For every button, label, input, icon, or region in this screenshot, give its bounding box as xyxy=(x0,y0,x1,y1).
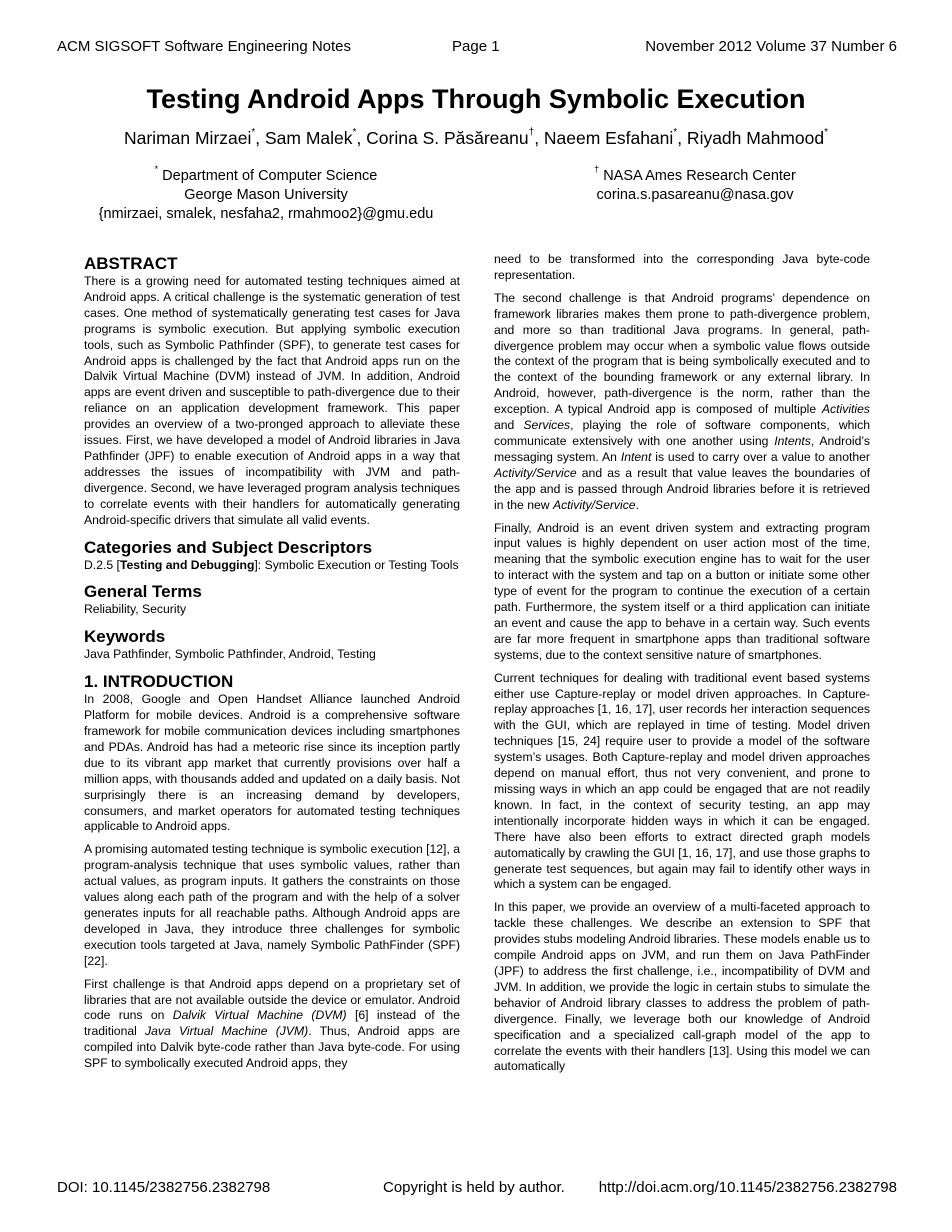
body-paragraph: In this paper, we provide an overview of a multi-faceted approach to tackle these challenges. We describe an extension to SPF that provides stubs modeling Android libraries. These models enable us to compile Android apps on JVM, and run them on Java PathFinder (JPF) to address the first challenge, i.e., incompatibility of DVM and JVM. In addition, we provide the logic in certain stubs to simulate the behavior of Android library classes to address the problem of path-divergence. Finally, we leverage both our knowledge of Android specification and a specialized call-graph model of the app to correlate the events with their handlers [13]. Using this model we can automatically xyxy=(494,900,870,1074)
body-paragraph: need to be transformed into the corresponding Java byte-code representation. xyxy=(494,252,870,282)
author-mark: * xyxy=(251,127,256,138)
abstract-heading: ABSTRACT xyxy=(84,254,178,273)
affiliation-gmu xyxy=(80,160,452,224)
introduction-heading: 1. INTRODUCTION xyxy=(84,672,234,692)
affiliation-mark: * xyxy=(154,164,159,174)
keywords-heading: Keywords xyxy=(84,627,166,647)
author-list xyxy=(0,127,952,149)
author-name: , Corina S. Păsăreanu xyxy=(356,128,529,148)
body-paragraph: The second challenge is that Android programs’ dependence on framework libraries makes them prone to path-divergence problem, and more so than traditional Java programs. In general, path-divergence problem may occur when a symbolic value flows outside the context of the program that is being symbolically executed and to the context of the bounding framework or any external library. In Android, however, path-divergence is the norm, rather than the exception. A typical Android app is composed of multiple Activities and Services, playing the role of software components, which communicate extensively with one another using Intents, Android’s messaging system. An Intent is used to carry over a value to another Activity/Service and as a result that value leaves the boundaries of the app and is passed through Android libraries before it is retrieved in the new Activity/Service. xyxy=(494,290,870,512)
author-name: , Naeem Esfahani xyxy=(534,128,674,148)
footer-doi-link[interactable]: http://doi.acm.org/10.1145/2382756.2382798 xyxy=(598,1179,897,1196)
page-footer xyxy=(57,1179,897,1199)
author-mark: * xyxy=(673,127,678,138)
body-paragraph: Finally, Android is an event driven system and extracting program input values is highly dependent on user action most of the time, meaning that the symbolic execution engine has to wait for the user to interact with the system and tap on a button or initiate some other type of event for the program to continue the execution of a certain path. Furthermore, the system itself or a third application can initiate an event and cause the app to behave in a certain way. Such events are far more frequent in smartphone apps than traditional software systems, due to the context sensitive nature of smartphones. xyxy=(494,520,870,662)
author-name: , Sam Malek xyxy=(255,128,353,148)
body-paragraph: Current techniques for dealing with traditional event based systems either use Capture-replay or model driven approaches. In Capture-replay approaches [1, 16, 17], user records her interaction sequences with the GUI, which are replayed in time of testing. Model driven techniques [15, 24] require user to provide a model of the software system’s usages. Both Capture-replay and model driven approaches depend on manual effort, thus not very convenient, and prone to missing ways in which an app could be engaged that are not readily known. In fact, in the context of security testing, an app may intentionally incorporate hidden ways in which it can be engaged. There have also been efforts to extract directed graph models automatically by crawling the GUI [1, 16, 17], and use those graphs to generate test sequences, but again may fail to identify other ways in which a system can be engaged. xyxy=(494,670,870,892)
categories-text: D.2.5 [Testing and Debugging]: Symbolic Execution or Testing Tools xyxy=(84,557,459,572)
author-mark: * xyxy=(352,127,357,138)
author-name: , Riyadh Mahmood xyxy=(677,128,825,148)
keywords-text: Java Pathfinder, Symbolic Pathfinder, Android, Testing xyxy=(84,647,376,662)
affiliation-university: George Mason University xyxy=(184,187,348,203)
author-name: Nariman Mirzaei xyxy=(123,128,252,148)
general-terms-heading: General Terms xyxy=(84,582,202,602)
header-page-number: Page 1 xyxy=(452,38,500,55)
header-issue: November 2012 Volume 37 Number 6 xyxy=(645,38,897,55)
abstract-text: There is a growing need for automated testing techniques aimed at Android apps. A critical challenge is the systematic generation of test cases. One method of systematically generating test cases for Java programs is symbolic execution. But applying symbolic execution tools, such as Symbolic Pathfinder (SPF), to generate test cases for Android apps is challenged by the fact that Android apps run on the Dalvik Virtual Machine (DVM) instead of JVM. In addition, Android apps are event driven and susceptible to path-divergence due to their reliance on an application development framework. This paper provides an overview of a two-pronged approach to alleviate these issues. First, we have developed a model of Android libraries in Java Pathfinder (JPF) to enable execution of Android apps in a way that addresses the issues of incompatibility with JVM and path-divergence. Second, we have leveraged program analysis techniques to correlate events with their handlers for automatically generating Android-specific drivers that simulate all valid events. xyxy=(84,274,460,527)
affiliation-email: {nmirzaei, smalek, nesfaha2, rmahmoo2}@gmu.edu xyxy=(98,206,434,222)
affiliation-department: Department of Computer Science xyxy=(162,168,378,184)
author-mark: * xyxy=(824,127,828,138)
affiliation-organization: NASA Ames Research Center xyxy=(603,168,796,184)
right-column xyxy=(494,252,870,1082)
author-mark: † xyxy=(528,127,535,138)
footer-doi: DOI: 10.1145/2382756.2382798 xyxy=(57,1179,271,1196)
categories-heading: Categories and Subject Descriptors xyxy=(84,537,373,557)
affiliation-nasa xyxy=(520,160,870,205)
intro-paragraph: First challenge is that Android apps depend on a proprietary set of libraries that are not available outside the device or emulator. Android code runs on Dalvik Virtual Machine (DVM) [6] instead of the traditional Java Virtual Machine (JVM). Thus, Android apps are compiled into Dalvik byte-code rather than Java byte-code. For using SPF to symbolically executed Android apps, they xyxy=(84,976,460,1071)
affiliation-email: corina.s.pasareanu@nasa.gov xyxy=(596,187,794,203)
intro-paragraph: A promising automated testing technique is symbolic execution [12], a program-analysis technique that uses symbolic values, rather than actual values, as program inputs. It gathers the constraints on those values along each path of the program and with the help of a solver generates inputs for all reachable paths. Although Android apps are developed in Java, they introduce three challenges for symbolic execution tools targeted at Java, namely Symbolic PathFinder (SPF) [22]. xyxy=(84,842,460,968)
running-header xyxy=(57,38,897,58)
footer-copyright: Copyright is held by author. xyxy=(383,1179,565,1196)
header-venue: ACM SIGSOFT Software Engineering Notes xyxy=(57,38,352,55)
affiliation-mark: † xyxy=(594,164,600,174)
paper-title: Testing Android Apps Through Symbolic Execution xyxy=(146,84,806,114)
intro-paragraph: In 2008, Google and Open Handset Alliance launched Android Platform for mobile devices. Android is a comprehensive software framework for mobile communication devices including smartphones and PDAs. Android has had a meteoric rise since its inception partly due to its vibrant app market that currently provisions over half a million apps, with thousands added and updated on a daily basis. Not surprisingly there is an increasing demand by developers, consumers, and market operators for automated testing techniques applicable to Android apps. xyxy=(84,692,460,834)
general-terms-text: Reliability, Security xyxy=(84,602,187,617)
left-column xyxy=(84,252,460,1079)
